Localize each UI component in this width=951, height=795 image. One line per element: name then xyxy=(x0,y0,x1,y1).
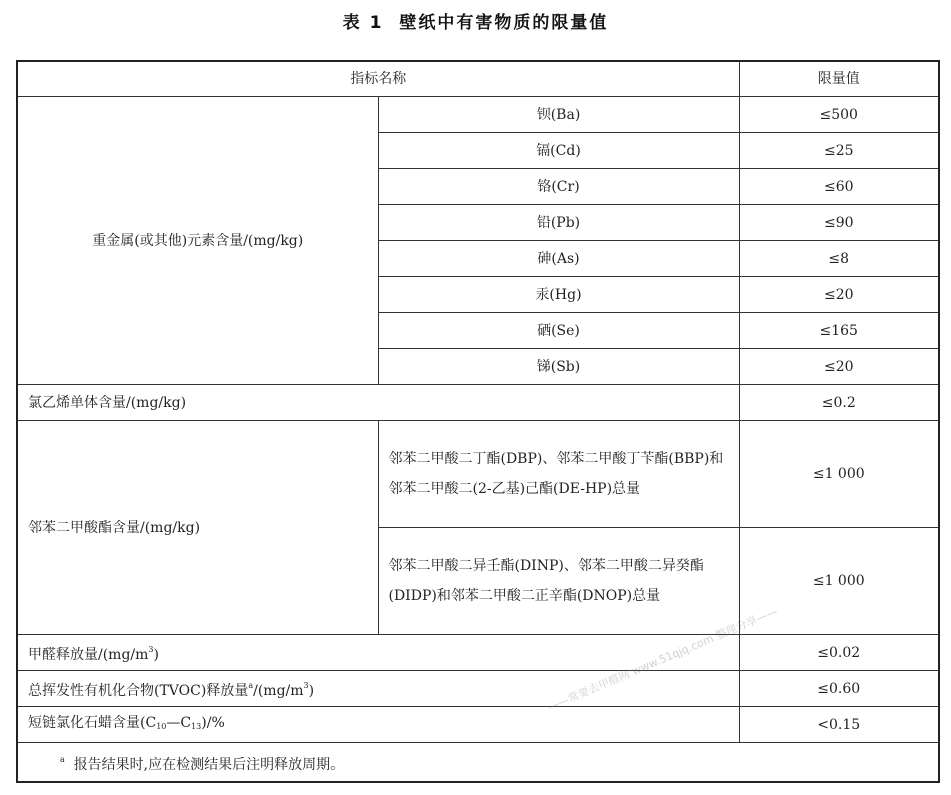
tvoc-limit: ≤0.60 xyxy=(739,671,939,707)
table-title-number: 1 xyxy=(369,13,384,33)
phthalate-group-name: 邻苯二甲酸二丁酯(DBP)、邻苯二甲酸丁苄酯(BBP)和邻苯二甲酸二(2-乙基)己酯(DE-HP)总量 xyxy=(378,421,739,528)
tvoc-label-end: ) xyxy=(308,683,315,699)
sccp-sub-end: 13 xyxy=(191,721,202,731)
metal-limit: ≤20 xyxy=(739,349,939,385)
phthalate-group-name: 邻苯二甲酸二异壬酯(DINP)、邻苯二甲酸二异癸酯(DIDP)和邻苯二甲酸二正辛酯(DNOP)总量 xyxy=(378,528,739,635)
sccp-label-end: )/% xyxy=(201,714,225,731)
footnote-text: 报告结果时,应在检测结果后注明释放周期。 xyxy=(73,756,345,773)
sccp-sub-start: 10 xyxy=(156,721,167,731)
metal-name: 砷(As) xyxy=(378,241,739,277)
heavy-metals-label: 重金属(或其他)元素含量/(mg/kg) xyxy=(17,97,378,385)
table-header-row xyxy=(17,61,939,97)
tvoc-label-sup: 3 xyxy=(303,681,309,690)
phthalates-label: 邻苯二甲酸酯含量/(mg/kg) xyxy=(17,421,378,635)
table-row xyxy=(17,385,939,421)
sccp-label-main: 短链氯化石蜡含量(C xyxy=(28,714,157,731)
table-row xyxy=(17,707,939,743)
table-row xyxy=(17,671,939,707)
formaldehyde-label-sup: 3 xyxy=(148,645,154,654)
metal-limit: ≤8 xyxy=(739,241,939,277)
footnote xyxy=(17,743,939,783)
metal-name: 汞(Hg) xyxy=(378,277,739,313)
metal-limit: ≤25 xyxy=(739,133,939,169)
footnote-row xyxy=(17,743,939,783)
table-row xyxy=(17,421,939,528)
vinyl-chloride-limit: ≤0.2 xyxy=(739,385,939,421)
sccp-limit: <0.15 xyxy=(739,707,939,743)
tvoc-label-main: 总挥发性有机化合物(TVOC)释放量 xyxy=(28,683,249,699)
tvoc-label-unit: /(mg/m xyxy=(253,683,304,699)
formaldehyde-limit: ≤0.02 xyxy=(739,635,939,671)
watermark: ——常要去甲醛网 www.51qjq.com 整理分享—— xyxy=(545,604,780,714)
footnote-mark: a xyxy=(60,754,65,764)
sccp-label xyxy=(17,707,739,743)
metal-name: 铬(Cr) xyxy=(378,169,739,205)
header-indicator: 指标名称 xyxy=(17,61,739,97)
metal-limit: ≤500 xyxy=(739,97,939,133)
header-limit: 限量值 xyxy=(739,61,939,97)
metal-limit: ≤165 xyxy=(739,313,939,349)
metal-name: 镉(Cd) xyxy=(378,133,739,169)
formaldehyde-label-end: ) xyxy=(153,647,159,663)
phthalate-group-limit: ≤1 000 xyxy=(739,421,939,528)
limits-table xyxy=(16,60,940,783)
metal-limit: ≤60 xyxy=(739,169,939,205)
metal-name: 硒(Se) xyxy=(378,313,739,349)
metal-name: 铅(Pb) xyxy=(378,205,739,241)
table-title xyxy=(0,8,951,36)
table-title-prefix: 表 xyxy=(342,13,362,33)
formaldehyde-label-main: 甲醛释放量/(mg/m xyxy=(28,647,149,663)
phthalate-group-limit: ≤1 000 xyxy=(739,528,939,635)
table-row xyxy=(17,635,939,671)
table-row xyxy=(17,97,939,133)
tvoc-footnote-mark: a xyxy=(248,681,254,690)
metal-limit: ≤20 xyxy=(739,277,939,313)
table-title-text: 壁纸中有害物质的限量值 xyxy=(399,13,609,33)
sccp-dash: —C xyxy=(166,714,192,731)
metal-limit: ≤90 xyxy=(739,205,939,241)
metal-name: 锑(Sb) xyxy=(378,349,739,385)
metal-name: 钡(Ba) xyxy=(378,97,739,133)
vinyl-chloride-label: 氯乙烯单体含量/(mg/kg) xyxy=(17,385,739,421)
